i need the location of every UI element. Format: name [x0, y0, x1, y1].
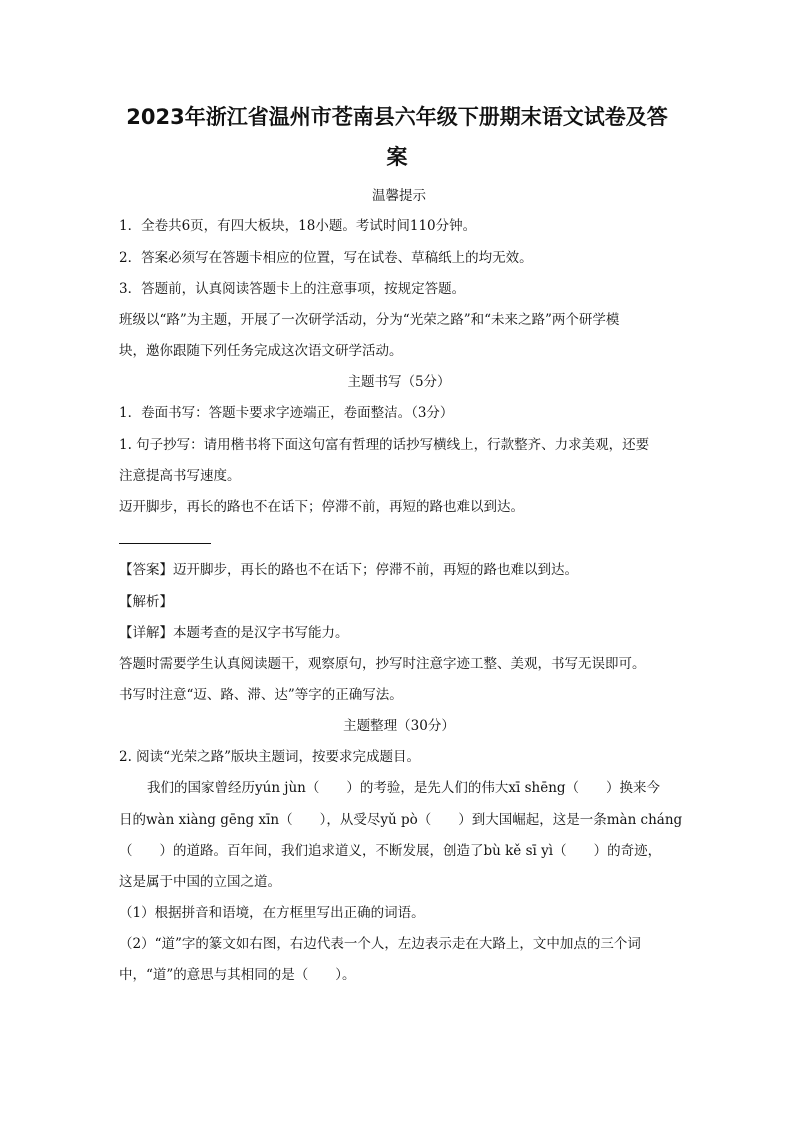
detail-text: 【详解】本题考查的是汉字书写能力。 — [119, 625, 349, 641]
explanation-line-1: 答题时需要学生认真阅读题干，观察原句，抄写时注意字迹工整、美观，书写无误即可。 — [119, 656, 646, 672]
question-1-neatness: 1．卷面书写：答题卡要求字迹端正，卷面整洁。（3分） — [119, 405, 454, 421]
notice-item-3: 3．答题前，认真阅读答题卡上的注意事项，按规定答题。 — [119, 281, 466, 297]
answer-blank-line — [119, 543, 211, 544]
notice-heading: 温馨提示 — [372, 188, 426, 204]
document-title — [110, 97, 684, 177]
sub-question-2-line-1: （2）“道”字的篆文如右图，右边代表一个人，左边表示走在大路上，文中加点的三个词 — [119, 936, 641, 952]
passage-line-2: 日的wàn xiàng gēng xīn（ ），从受尽yǔ pò（ ）到大国崛起，这是一条màn cháng — [119, 812, 683, 828]
notice-item-1: 1．全卷共6页，有四大板块，18小题。考试时间110分钟。 — [119, 218, 477, 234]
intro-line-1: 班级以“路”为主题，开展了一次研学活动，分为“光荣之路”和“未来之路”两个研学模 — [119, 312, 620, 328]
passage-line-1: 我们的国家曾经历yún jùn（ ）的考验，是先人们的伟大xī shēng（ ）换来今 — [147, 780, 661, 796]
section-heading-writing: 主题书写（5分） — [347, 374, 451, 390]
question-1-copy-line-1: 1. 句子抄写：请用楷书将下面这句富有哲理的话抄写横线上，行款整齐、力求美观，还要 — [119, 437, 650, 453]
explanation-line-2: 书写时注意“迈、路、滞、达”等字的正确写法。 — [119, 687, 403, 703]
answer-text: 【答案】迈开脚步，再长的路也不在话下；停滞不前，再短的路也难以到达。 — [119, 562, 578, 578]
analysis-label: 【解析】 — [119, 594, 173, 610]
question-2-prompt: 2. 阅读“光荣之路”版块主题词，按要求完成题目。 — [119, 749, 420, 765]
question-1-copy-line-2: 注意提高书写速度。 — [119, 468, 241, 484]
sub-question-2-line-2: 中，“道”的意思与其相同的是（ ）。 — [119, 967, 356, 983]
title-line-1: 2023年浙江省温州市苍南县六年级下册期末语文试卷及答 — [126, 105, 668, 129]
passage-line-3: （ ）的道路。百年间，我们追求道义，不断发展，创造了bù kě sī yì（ ）的奇迹， — [119, 843, 662, 859]
sub-question-1: （1）根据拼音和语境，在方框里写出正确的词语。 — [119, 905, 425, 921]
section-heading-organize: 主题整理（30分） — [343, 718, 455, 734]
intro-line-2: 块，邀你跟随下列任务完成这次语文研学活动。 — [119, 343, 403, 359]
title-line-2: 案 — [386, 145, 408, 169]
passage-line-4: 这是属于中国的立国之道。 — [119, 874, 281, 890]
notice-item-2: 2．答案必须写在答题卡相应的位置，写在试卷、草稿纸上的均无效。 — [119, 250, 533, 266]
copy-sentence: 迈开脚步，再长的路也不在话下；停滞不前，再短的路也难以到达。 — [119, 499, 524, 515]
